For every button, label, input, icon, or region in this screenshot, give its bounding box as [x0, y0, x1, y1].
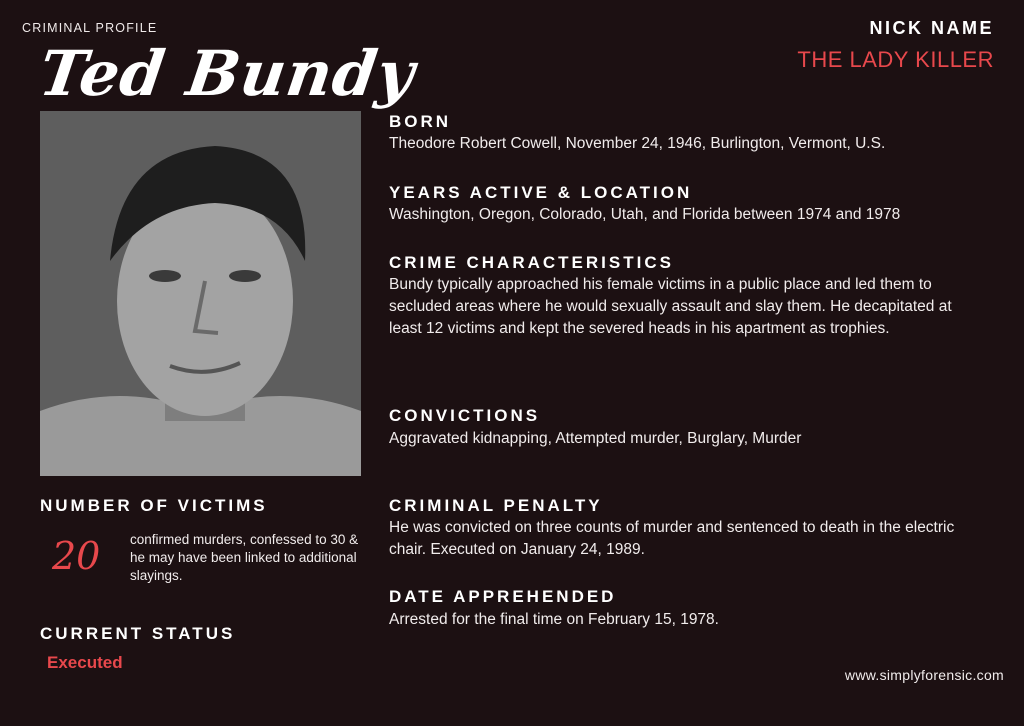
penalty-heading: CRIMINAL PENALTY: [389, 496, 603, 515]
born-text: Theodore Robert Cowell, November 24, 1946, Burlington, Vermont, U.S.: [389, 135, 886, 152]
victims-text: confirmed murders, confessed to 30 & he may have been linked to additional slayings.: [130, 532, 359, 583]
convictions-text: Aggravated kidnapping, Attempted murder, Burglary, Murder: [389, 430, 802, 447]
penalty-text: He was convicted on three counts of murder and sentenced to death in the electric chair. Executed on January 24, 1989.: [389, 519, 955, 558]
nickname-label: NICK NAME: [869, 18, 994, 38]
apprehended-text: Arrested for the final time on February 15, 1978.: [389, 611, 719, 628]
born-heading: BORN: [389, 112, 452, 131]
victims-heading: NUMBER OF VICTIMS: [40, 496, 268, 515]
victim-count: 20: [52, 534, 101, 578]
profile-name: Ted Bundy: [34, 37, 420, 110]
portrait-photo: [40, 111, 361, 476]
profile-kicker: CRIMINAL PROFILE: [22, 21, 158, 35]
website-link[interactable]: www.simplyforensic.com: [844, 667, 1004, 683]
status-heading: CURRENT STATUS: [40, 624, 236, 643]
nickname-value: THE LADY KILLER: [797, 47, 994, 72]
apprehended-heading: DATE APPREHENDED: [389, 587, 617, 606]
years-text: Washington, Oregon, Colorado, Utah, and Florida between 1974 and 1978: [389, 206, 901, 223]
years-heading: YEARS ACTIVE & LOCATION: [389, 183, 693, 202]
convictions-heading: CONVICTIONS: [389, 406, 541, 425]
status-value: Executed: [47, 653, 123, 672]
crime-text: Bundy typically approached his female victims in a public place and led them to secluded areas where he would sexually assault and slay them. He decapitated at least 12 victims and kept the severed heads in his apartment as trophies.: [389, 276, 952, 337]
crime-heading: CRIME CHARACTERISTICS: [389, 253, 674, 272]
